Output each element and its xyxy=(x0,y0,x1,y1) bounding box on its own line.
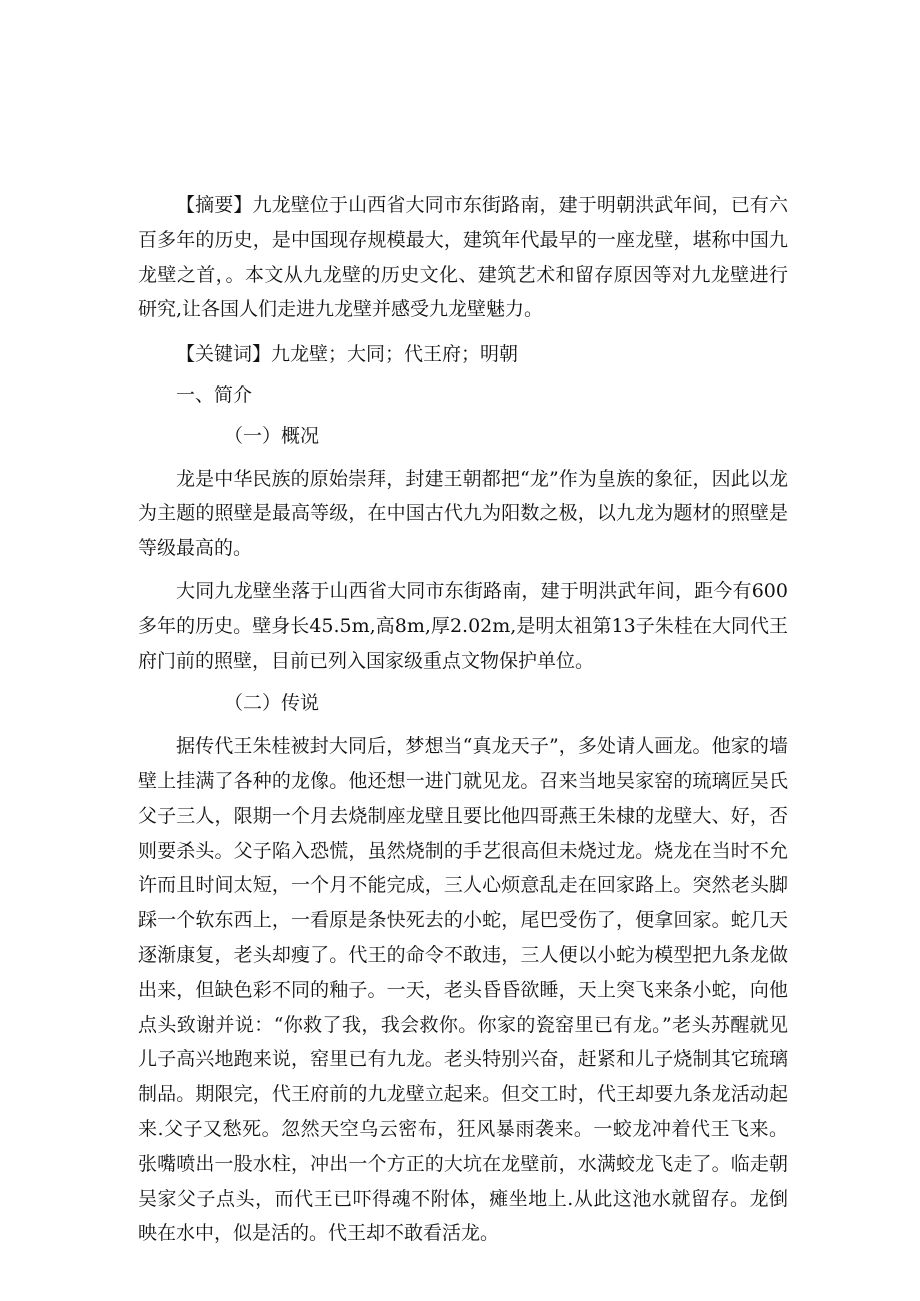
subsection-heading-overview xyxy=(138,419,788,454)
overview-paragraph-1: 龙是中华民族的原始崇拜，封建王朝都把“龙”作为皇族的象征，因此以龙为主题的照壁是最高等级，在中国古代九为阳数之极，以九龙为题材的照壁是等级最高的。 xyxy=(138,467,788,560)
document-body xyxy=(138,188,788,1259)
subsection-label-legend: （二）传说 xyxy=(224,692,320,715)
subsection-heading-legend xyxy=(138,686,788,721)
overview-paragraph-2: 大同九龙壁坐落于山西省大同市东街路南，建于明洪武年间，距今有600多年的历史。壁身长45.5m,高8m,厚2.02m,是明太祖第13子朱桂在大同代王府门前的照壁，目前已列入国家级重点文物保护单位。 xyxy=(138,579,788,672)
section-heading-intro: 一、简介 xyxy=(176,383,253,406)
legend-paragraph: 据传代王朱桂被封大同后，梦想当“真龙天子”，多处请人画龙。他家的墙壁上挂满了各种的龙像。他还想一进门就见龙。召来当地吴家窑的琉璃匠吴氏父子三人，限期一个月去烧制座龙壁且要比他四哥燕王朱棣的龙壁大、好，否则要杀头。父子陷入恐慌，虽然烧制的手艺很高但未烧过龙。烧龙在当时不允许而且时间太短，一个月不能完成，三人心烦意乱走在回家路上。突然老头脚踩一个软东西上，一看原是条快死去的小蛇，尾巴受伤了，便拿回家。蛇几天逐渐康复，老头却瘦了。代王的命令不敢违，三人便以小蛇为模型把九条龙做出来，但缺色彩不同的釉子。一天，老头昏昏欲睡，天上突飞来条小蛇，向他点头致谢并说：“你救了我，我会救你。你家的瓷窑里已有龙。”老头苏醒就见儿子高兴地跑来说，窑里已有九龙。老头特别兴奋，赶紧和儿子烧制其它琉璃制品。期限完，代王府前的九龙壁立起来。但交工时，代王却要九条龙活动起来.父子又愁死。忽然天空乌云密布，狂风暴雨袭来。一蛟龙冲着代王飞来。张嘴喷出一股水柱，冲出一个方正的大坑在龙壁前，水满蛟龙飞走了。临走朝吴家父子点头，而代王已吓得魂不附体，瘫坐地上.从此这池水就留存。龙倒映在水中，似是活的。代王却不敢看活龙。 xyxy=(138,735,788,1245)
keywords-line: 【关键词】九龙壁；大同；代王府；明朝 xyxy=(176,343,519,366)
subsection-label-overview: （一）概况 xyxy=(224,424,320,447)
abstract-paragraph: 【摘要】九龙壁位于山西省大同市东街路南，建于明朝洪武年间，已有六百多年的历史，是中国现存规模最大，建筑年代最早的一座龙壁，堪称中国九龙壁之首，。本文从九龙壁的历史文化、建筑艺术和留存原因等对九龙壁进行研究,让各国人们走进九龙壁并感受九龙壁魅力。 xyxy=(138,194,788,321)
